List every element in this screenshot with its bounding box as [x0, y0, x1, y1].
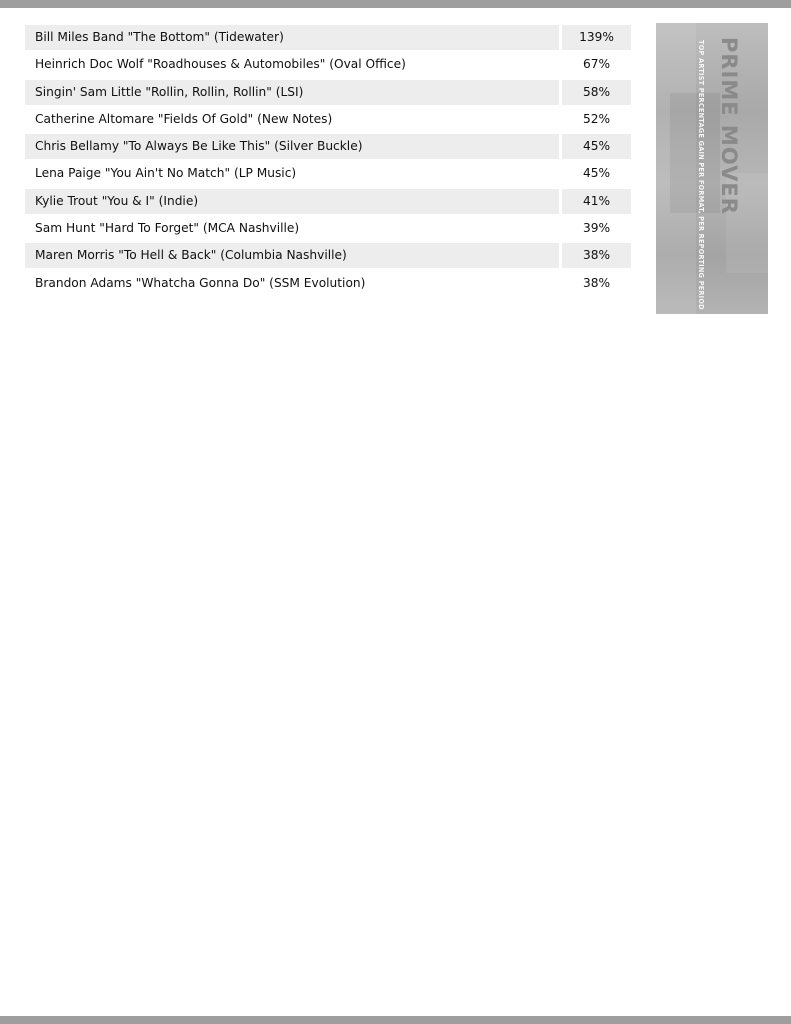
top-frame-bar: [0, 0, 791, 8]
song-title-cell: Bill Miles Band "The Bottom" (Tidewater): [25, 25, 559, 50]
percentage-cell: 45%: [582, 166, 611, 181]
song-title-cell: Maren Morris "To Hell & Back" (Columbia Nashville): [25, 243, 559, 268]
table-row: [25, 271, 631, 296]
percentage-cell: 139%: [562, 25, 631, 50]
percentage-cell: 38%: [582, 275, 611, 290]
prime-mover-banner-image: [656, 23, 768, 314]
banner-title: PRIME MOVER: [717, 37, 741, 215]
bottom-frame-bar: [0, 1016, 791, 1024]
percentage-cell: 41%: [562, 189, 631, 214]
song-title-cell: Singin' Sam Little "Rollin, Rollin, Rollin" (LSI): [25, 80, 559, 105]
song-title-cell: Kylie Trout "You & I" (Indie): [25, 189, 559, 214]
song-title-cell: Lena Paige "You Ain't No Match" (LP Music): [35, 166, 297, 181]
percentage-cell: 38%: [562, 243, 631, 268]
banner-texture: [670, 93, 720, 213]
percentage-cell: 58%: [562, 80, 631, 105]
prime-mover-table: [25, 25, 631, 298]
table-row: [25, 52, 631, 77]
table-row: [25, 161, 631, 186]
table-row: [25, 134, 631, 159]
table-row: [25, 243, 631, 268]
table-row: [25, 189, 631, 214]
table-row: [25, 107, 631, 132]
table-row: [25, 216, 631, 241]
table-row: [25, 80, 631, 105]
song-title-cell: Chris Bellamy "To Always Be Like This" (Silver Buckle): [25, 134, 559, 159]
banner-subtitle: TOP ARTIST PERCENTAGE GAIN PER FORMAT, PER REPORTING PERIOD: [697, 40, 705, 310]
song-title-cell: Heinrich Doc Wolf "Roadhouses & Automobiles" (Oval Office): [35, 57, 406, 72]
percentage-cell: 67%: [582, 57, 611, 72]
percentage-cell: 52%: [582, 111, 611, 126]
percentage-cell: 45%: [562, 134, 631, 159]
table-row: [25, 25, 631, 50]
song-title-cell: Sam Hunt "Hard To Forget" (MCA Nashville): [35, 221, 300, 236]
song-title-cell: Catherine Altomare "Fields Of Gold" (New Notes): [35, 111, 333, 126]
percentage-cell: 39%: [582, 221, 611, 236]
song-title-cell: Brandon Adams "Whatcha Gonna Do" (SSM Evolution): [35, 275, 366, 290]
